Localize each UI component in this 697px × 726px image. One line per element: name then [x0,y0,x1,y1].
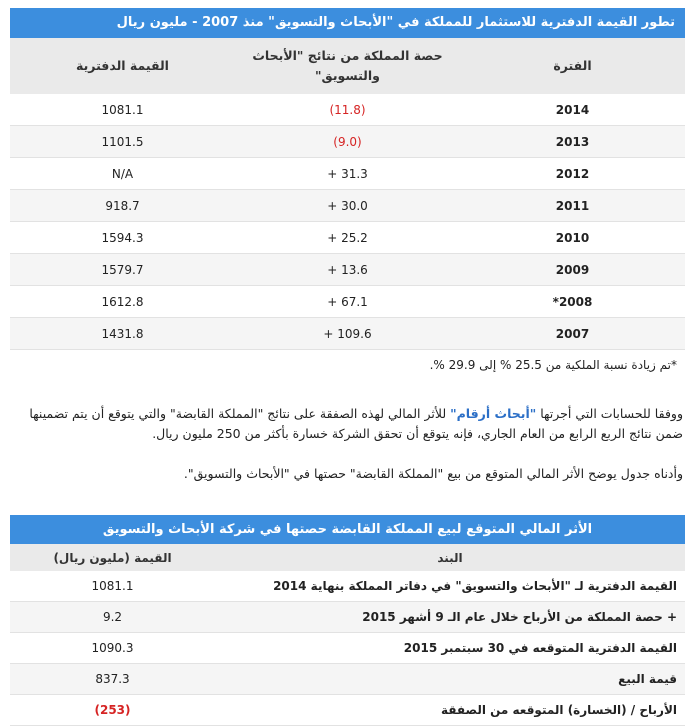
share-cell: 31.3 + [235,158,460,190]
item-cell: القيمة الدفترية لـ "الأبحاث والتسويق" في دفاتر المملكة بنهاية 2014 [215,571,685,602]
table-row [10,126,685,158]
item-cell: الأرباح / (الخسارة) المتوقعه من الصفقة [215,695,685,726]
table-row [10,602,685,633]
value-cell: 1081.1 [10,571,215,602]
item-cell: القيمة الدفترية المتوقعه في 30 سبتمبر 2015 [215,633,685,664]
table-row [10,94,685,126]
book-value-cell: 1612.8 [10,286,235,318]
value-cell: (253) [10,695,215,726]
table-row [10,571,685,602]
sale-impact-table-title: الأثر المالي المتوقع لبيع المملكة القابضة حصتها في شركة الأبحاث والتسويق [10,515,685,544]
paragraph-text: ووفقا للحسابات التي أجرتها [536,406,683,421]
book-value-table [10,8,685,350]
value-cell: 1090.3 [10,633,215,664]
year-cell: 2010 [460,222,685,254]
col-book-header: القيمة الدفترية [10,38,235,94]
value-cell: 837.3 [10,664,215,695]
share-cell: (9.0) [235,126,460,158]
year-cell: 2007 [460,318,685,350]
year-cell: 2012 [460,158,685,190]
year-cell: 2013 [460,126,685,158]
article-content [10,8,685,726]
table-row [10,286,685,318]
table-footnote: *تم زيادة نسبة الملكية من 25.5 % إلى 29.9 %. [429,358,677,372]
col-share-header: حصة المملكة من نتائج "الأبحاث والتسويق" [235,38,460,94]
table-intro-paragraph: وأدناه جدول يوضح الأثر المالي المتوقع من بيع "المملكة القابضة" حصتها في "الأبحاث والتسويق". [183,466,683,481]
share-cell: 30.0 + [235,190,460,222]
argaam-research-highlight: "أبحاث أرقام" [450,406,537,421]
book-value-cell: 918.7 [10,190,235,222]
book-value-table-title: تطور القيمة الدفترية للاستثمار للمملكة في "الأبحاث والتسويق" منذ 2007 - مليون ريال [10,8,685,38]
year-cell: 2009 [460,254,685,286]
table-row [10,254,685,286]
year-cell: 2008* [460,286,685,318]
table-row [10,633,685,664]
paragraph-text: للأثر المالي لهذه الصفقة على نتائج "المملكة القابضة" والتي يتوقع أن يتم تضمينها ضمن نتائج الربع الرابع من العام الجاري، فإنه يتوقع أن تحقق الشركة خسارة بأكثر من 250 مليون ريال. [29,406,683,441]
book-value-cell: 1431.8 [10,318,235,350]
table-row [10,318,685,350]
col-period-header: الفترة [460,38,685,94]
item-cell: قيمة البيع [215,664,685,695]
book-value-cell: 1594.3 [10,222,235,254]
share-cell: 109.6 + [235,318,460,350]
book-value-cell: N/A [10,158,235,190]
table-row [10,158,685,190]
table-row [10,222,685,254]
col-value-header: القيمة (مليون ريال) [10,544,215,571]
share-cell: (11.8) [235,94,460,126]
share-cell: 25.2 + [235,222,460,254]
book-value-cell: 1579.7 [10,254,235,286]
book-value-cell: 1101.5 [10,126,235,158]
book-value-cell: 1081.1 [10,94,235,126]
table-row [10,664,685,695]
year-cell: 2014 [460,94,685,126]
year-cell: 2011 [460,190,685,222]
table-row [10,695,685,726]
analysis-paragraph [10,404,685,444]
col-item-header: البند [215,544,685,571]
sale-impact-table [10,515,685,726]
share-cell: 13.6 + [235,254,460,286]
value-cell: 9.2 [10,602,215,633]
share-cell: 67.1 + [235,286,460,318]
item-cell: + حصة المملكة من الأرباح خلال عام الـ 9 أشهر 2015 [215,602,685,633]
table-row [10,190,685,222]
